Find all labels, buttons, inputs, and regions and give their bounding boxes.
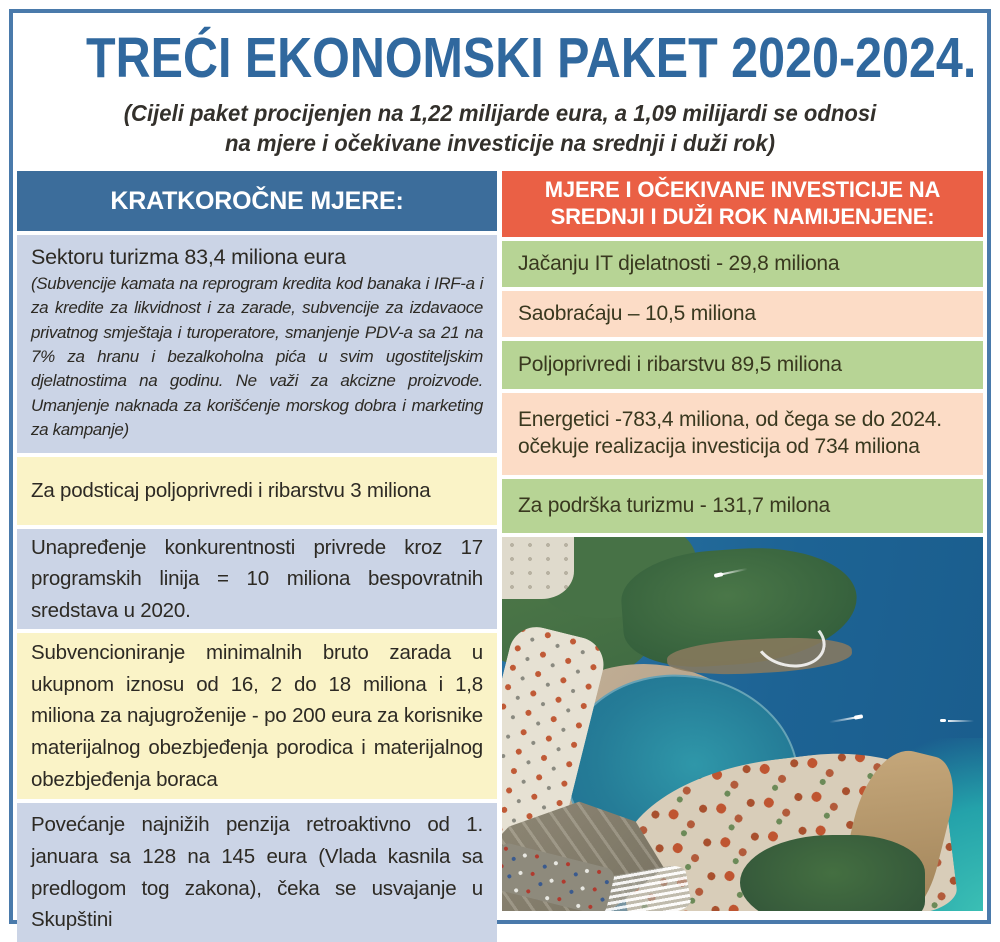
investment-transport-text: Saobraćaju – 10,5 miliona — [518, 301, 756, 328]
coastal-town-photo — [502, 537, 983, 911]
investment-it — [502, 241, 983, 287]
measure-agriculture — [17, 457, 497, 525]
page-title: TREĆI EKONOMSKI PAKET 2020-2024. — [86, 25, 914, 91]
photo-boat-icon — [940, 719, 946, 722]
page-frame — [9, 9, 991, 924]
measure-competitiveness — [17, 529, 497, 629]
measure-agriculture-text: Za podsticaj poljoprivredi i ribarstvu 3 miliona — [31, 479, 483, 503]
measure-tourism-note: (Subvencije kamata na reprogram kredita kod banaka i IRF-a i za kredite za likvidnost i za zarade, subvencije za izdavaoce privatnog smještaja i turoperatore, smanjenje PDV-a sa 21 na 7% za hranu i bezalkoholna pića u svim ugostiteljskim djelatnostima na godinu. Ne važi za akcizne proizvode. Umanjenje naknada za korišćenje morskog dobra i marketing za kampanje) — [31, 272, 483, 442]
measure-tourism — [17, 235, 497, 453]
measure-wage-subsidies-text: Subvencioniranje minimalnih bruto zarada u ukupnom iznosu od 16, 2 do 18 miliona i 1,8 miliona za najugroženije - po 200 eura za korisnike materijalnog obezbjeđenja porodica i materijalnog obezbjeđenja boraca — [31, 637, 483, 796]
investment-tourism — [502, 479, 983, 533]
page-subtitle: (Cijeli paket procijenjen na 1,22 milijarde eura, a 1,09 milijardi se odnosi na mjere i očekivane investicije na srednji i duži rok) — [115, 98, 886, 158]
measure-pensions — [17, 803, 497, 942]
measure-pensions-text: Povećanje najnižih penzija retroaktivno od 1. januara sa 128 na 145 eura (Vlada kasnila sa predlogom tog zakona), čeka se usvajanje u Skupštini — [31, 809, 483, 936]
investment-transport — [502, 291, 983, 337]
measure-tourism-lead: Sektoru turizma 83,4 miliona eura — [31, 245, 483, 270]
measure-competitiveness-text: Unapređenje konkurentnosti privrede kroz 17 programskih linija = 10 miliona bespovratnih sredstava u 2020. — [31, 532, 483, 627]
investment-tourism-text: Za podrška turizmu - 131,7 milona — [518, 493, 830, 520]
investment-agriculture — [502, 341, 983, 389]
photo-hillside-town-icon — [502, 537, 574, 599]
investment-energy — [502, 393, 983, 475]
short-term-header: KRATKOROČNE MJERE: — [17, 171, 497, 231]
photo-boat-icon — [854, 714, 864, 720]
measure-wage-subsidies — [17, 633, 497, 799]
short-term-column — [17, 171, 497, 911]
investment-agriculture-text: Poljoprivredi i ribarstvu 89,5 miliona — [518, 352, 842, 379]
investment-it-text: Jačanju IT djelatnosti - 29,8 miliona — [518, 251, 839, 278]
investment-energy-text: Energetici -783,4 miliona, od čega se do 2024. očekuje realizacija investicija od 734 miliona — [518, 407, 967, 461]
investments-header: MJERE I OČEKIVANE INVESTICIJE NA SREDNJI I DUŽI ROK NAMIJENJENE: — [502, 171, 983, 237]
columns — [13, 171, 987, 911]
investments-column — [502, 171, 983, 911]
